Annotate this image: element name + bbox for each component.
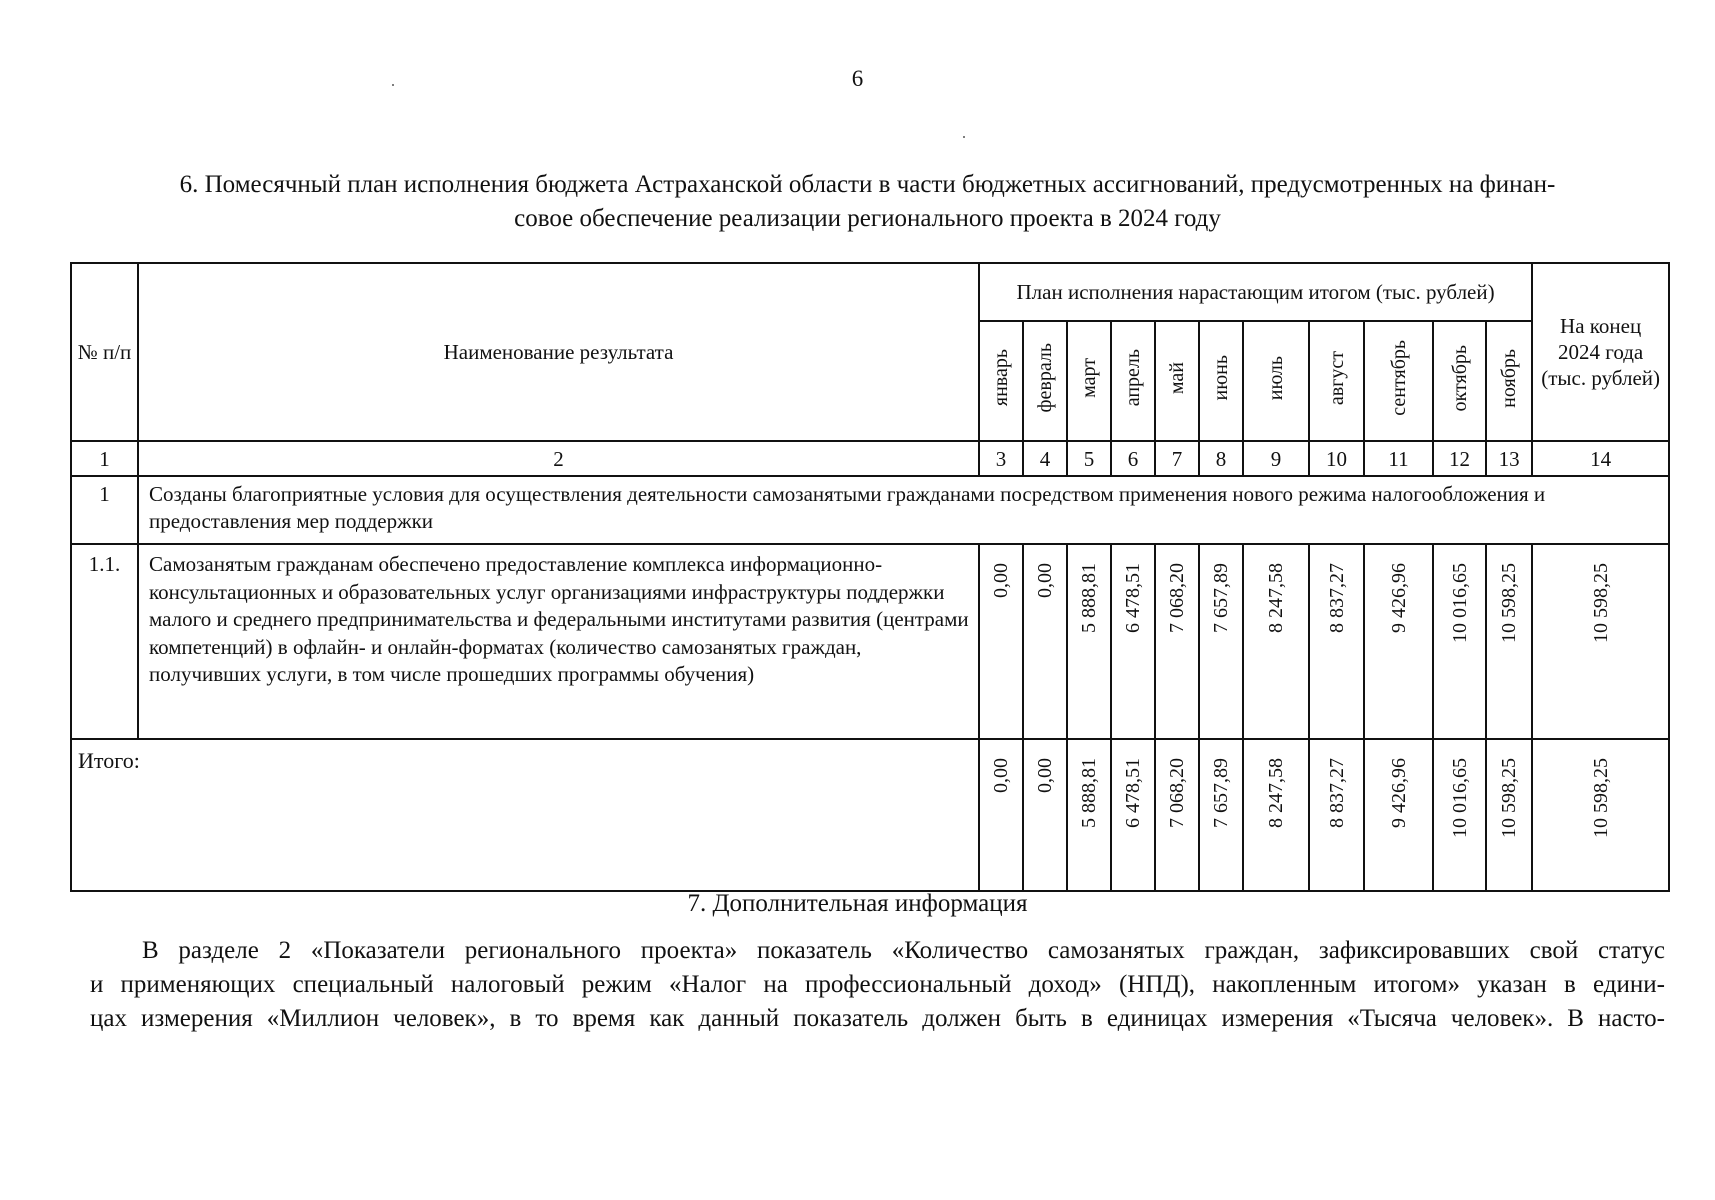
month-label: май [1166, 361, 1188, 395]
value-text: 10 598,25 [1589, 563, 1612, 643]
header-month [1243, 321, 1309, 441]
column-number: 1 [71, 441, 138, 476]
month-label: февраль [1034, 343, 1056, 413]
total-row [71, 739, 1669, 891]
column-number: 10 [1309, 441, 1364, 476]
value-text: 7 657,89 [1210, 563, 1232, 633]
total-value [1364, 739, 1433, 891]
header-month [1023, 321, 1067, 441]
item-value [1433, 544, 1486, 739]
month-label: апрель [1122, 349, 1144, 407]
total-value [1243, 739, 1309, 891]
value-text: 8 247,58 [1265, 563, 1287, 633]
total-value [979, 739, 1023, 891]
value-text: 10 598,25 [1589, 758, 1612, 838]
header-month [1155, 321, 1199, 441]
value-text: 0,00 [1034, 563, 1056, 598]
column-number: 2 [138, 441, 979, 476]
table-row [71, 544, 1669, 739]
value-text: 6 478,51 [1122, 563, 1144, 633]
section-title-line-2: совое обеспечение реализации регионального проекта в 2024 году [514, 205, 1221, 232]
total-value [1111, 739, 1155, 891]
value-text: 0,00 [990, 758, 1012, 793]
column-number-row [71, 441, 1669, 476]
value-text: 10 598,25 [1498, 563, 1521, 643]
item-value [1199, 544, 1243, 739]
total-value [1023, 739, 1067, 891]
value-text: 10 598,25 [1498, 758, 1521, 838]
value-text: 8 837,27 [1325, 563, 1348, 633]
column-number: 8 [1199, 441, 1243, 476]
paragraph-line: цах измерения «Миллион человек», в то время как данный показатель должен быть в единицах измерения «Тысяча человек». В насто- [90, 1005, 1665, 1032]
value-text: 0,00 [1034, 758, 1056, 793]
month-label: сентябрь [1387, 340, 1410, 416]
column-number: 12 [1433, 441, 1486, 476]
total-value [1155, 739, 1199, 891]
month-label: январь [990, 349, 1012, 407]
header-month [1309, 321, 1364, 441]
total-value [1433, 739, 1486, 891]
item-value [1067, 544, 1111, 739]
total-value [1067, 739, 1111, 891]
column-number: 13 [1486, 441, 1532, 476]
value-text: 7 068,20 [1166, 563, 1188, 633]
header-name: Наименование результата [138, 263, 979, 441]
value-text: 6 478,51 [1122, 758, 1144, 828]
budget-plan-table [70, 262, 1670, 892]
column-number: 5 [1067, 441, 1111, 476]
value-text: 5 888,81 [1078, 563, 1100, 633]
header-row-1 [71, 263, 1669, 321]
section-title-line-1: 6. Помесячный план исполнения бюджета Астраханской области в части бюджетных ассигнований, предусмотренных на финан- [179, 171, 1556, 198]
total-end-value [1532, 739, 1669, 891]
month-label: октябрь [1448, 344, 1471, 412]
group-text: Созданы благоприятные условия для осуществления деятельности самозанятыми гражданами посредством применения нового режима налогообложения и предоставления мер поддержки [138, 476, 1669, 544]
item-value [1243, 544, 1309, 739]
value-text: 5 888,81 [1078, 758, 1100, 828]
item-value [1309, 544, 1364, 739]
header-month [1486, 321, 1532, 441]
header-num: № п/п [71, 263, 138, 441]
value-text: 9 426,96 [1387, 758, 1410, 828]
item-value [979, 544, 1023, 739]
column-number: 14 [1532, 441, 1669, 476]
month-label: июль [1265, 355, 1287, 401]
header-end-of-year: На конец 2024 года (тыс. рублей) [1532, 263, 1669, 441]
item-end-value [1532, 544, 1669, 739]
header-month [1433, 321, 1486, 441]
section-7-paragraph [90, 934, 1665, 1036]
header-month [1111, 321, 1155, 441]
value-text: 10 016,65 [1448, 563, 1471, 643]
column-number: 9 [1243, 441, 1309, 476]
header-plan-group: План исполнения нарастающим итогом (тыс. рублей) [979, 263, 1532, 321]
month-label: март [1078, 358, 1100, 398]
value-text: 8 247,58 [1265, 758, 1287, 828]
group-num: 1 [71, 476, 138, 544]
month-label: июнь [1210, 355, 1232, 401]
item-value [1364, 544, 1433, 739]
value-text: 9 426,96 [1387, 563, 1410, 633]
section-title [70, 168, 1665, 236]
header-month [1067, 321, 1111, 441]
column-number: 6 [1111, 441, 1155, 476]
scan-speck [963, 136, 965, 138]
item-value [1111, 544, 1155, 739]
value-text: 7 657,89 [1210, 758, 1232, 828]
group-row [71, 476, 1669, 544]
value-text: 8 837,27 [1325, 758, 1348, 828]
value-text: 10 016,65 [1448, 758, 1471, 838]
month-label: ноябрь [1498, 348, 1521, 408]
total-value [1199, 739, 1243, 891]
item-value [1023, 544, 1067, 739]
column-number: 3 [979, 441, 1023, 476]
total-label: Итого: [71, 739, 979, 891]
header-month [979, 321, 1023, 441]
header-month [1364, 321, 1433, 441]
column-number: 4 [1023, 441, 1067, 476]
value-text: 0,00 [990, 563, 1012, 598]
item-value [1155, 544, 1199, 739]
column-number: 11 [1364, 441, 1433, 476]
column-number: 7 [1155, 441, 1199, 476]
total-value [1309, 739, 1364, 891]
month-label: август [1325, 350, 1348, 406]
section-7-title: 7. Дополнительная информация [687, 890, 1028, 917]
paragraph-line: и применяющих специальный налоговый режим «Налог на профессиональный доход» (НПД), накопленным итогом» указан в едини- [90, 971, 1665, 998]
item-num: 1.1. [71, 544, 138, 739]
item-text: Самозанятым гражданам обеспечено предоставление комплекса информационно-консультационных и образовательных услуг организациями инфраструктуры поддержки малого и среднего предпринимательства и федеральными институтами развития (центрами компетенций) в офлайн- и онлайн-форматах (количество самозанятых граждан, получивших услуги, в том числе прошедших программы обучения) [138, 544, 979, 739]
header-month [1199, 321, 1243, 441]
total-value [1486, 739, 1532, 891]
item-value [1486, 544, 1532, 739]
paragraph-line: В разделе 2 «Показатели регионального проекта» показатель «Количество самозанятых граждан, зафиксировавших свой статус [142, 937, 1665, 964]
page-number: 6 [851, 66, 864, 91]
value-text: 7 068,20 [1166, 758, 1188, 828]
